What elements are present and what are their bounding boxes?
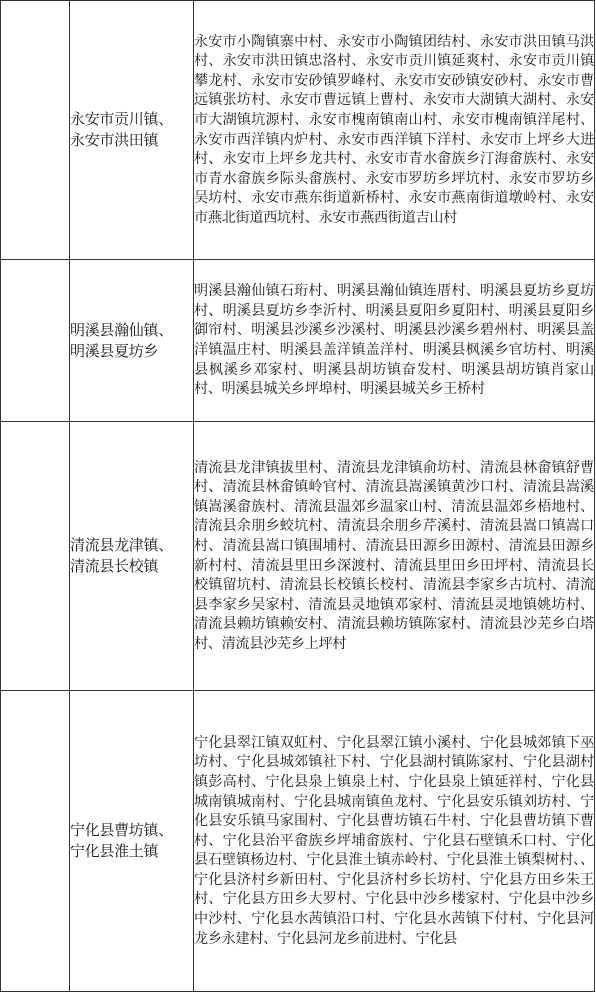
table-row <box>1 422 595 691</box>
region-line: 宁化县淮土镇 <box>70 842 159 860</box>
table-row <box>1 260 595 422</box>
table-row <box>1 691 595 992</box>
region-line: 明溪县瀚仙镇、 <box>70 320 173 339</box>
region-cell <box>70 1 194 260</box>
villages-text: 宁化县翠江镇双虹村、宁化县翠江镇小溪村、宁化县城郊镇下巫坊村、宁化县城郊镇社下村、宁化县湖村镇陈家村、宁化县湖村镇彭高村、宁化县泉上镇泉上村、宁化县泉上镇延祥村、宁化县城南镇城南村、宁化县城南镇鱼龙村、宁化县安乐镇刘坊村、宁化县安乐镇马家围村、宁化县曹坊镇石牛村、宁化县曹坊镇下曹村、宁化县治平畲族乡坪埔畲族村、宁化县石壁镇禾口村、宁化县石壁镇杨边村、宁化县淮土镇赤岭村、宁化县淮土镇梨树村、、宁化县济村乡新田村、宁化县济村乡长坊村、宁化县方田乡朱王村、宁化县方田乡大罗村、宁化县中沙乡楼家村、宁化县中沙乡中沙村、宁化县水茜镇沿口村、宁化县水茜镇下付村、宁化县河龙乡永建村、宁化县河龙乡前进村、宁化县 <box>194 734 594 947</box>
villages-text: 永安市小陶镇寨中村、永安市小陶镇团结村、永安市洪田镇马洪村、永安市洪田镇忠洛村、永安市贡川镇延爽村、永安市贡川镇攀龙村、永安市安砂镇罗峰村、永安市安砂镇安砂村、永安市曹远镇张坊村、永安市曹远镇上曹村、永安市大湖镇大湖村、永安市大湖镇坑源村、永安市槐南镇南山村、永安市槐南镇洋尾村、永安市西洋镇内炉村、永安市西洋镇下洋村、永安市上坪乡大进村、永安市上坪乡龙共村、永安市青水畲族乡汀海畲族村、永安市青水畲族乡际头畲族村、永安市罗坊乡坪坑村、永安市罗坊乡吴坊村、永安市燕东街道新桥村、永安市燕南街道墩岭村、永安市燕北街道西坑村、永安市燕西街道吉山村 <box>194 33 594 226</box>
villages-cell <box>194 691 595 992</box>
region-cell <box>70 691 194 992</box>
region-line: 宁化县曹坊镇、 <box>70 821 173 839</box>
region-cell <box>70 422 194 691</box>
villages-text: 清流县龙津镇拔里村、清流县龙津镇俞坊村、清流县林畲镇舒曹村、清流县林畲镇岭官村、清流县嵩溪镇黄沙口村、清流县嵩溪镇嵩溪畲族村、清流县温郊乡温家山村、清流县温郊乡梧地村、清流县余朋乡蛟坑村、清流县余朋乡芹溪村、清流县嵩口镇嵩口村、清流县嵩口镇围埔村、清流县田源乡田源村、清流县田源乡新村村、清流县里田乡深渡村、清流县里田乡田坪村、清流县长校镇留坑村、清流县长校镇长校村、清流县李家乡古坑村、清流县李家乡吴家村、清流县灵地镇邓家村、清流县灵地镇姚坊村、清流县赖坊镇赖安村、清流县赖坊镇陈家村、清流县沙芜乡白塔村、清流县沙芜乡上坪村 <box>194 459 594 652</box>
villages-cell <box>194 422 595 691</box>
villages-cell <box>194 1 595 260</box>
villages-cell <box>194 260 595 422</box>
index-cell <box>1 1 70 260</box>
region-line: 清流县龙津镇、 <box>70 536 173 554</box>
index-cell <box>1 260 70 422</box>
table-row <box>1 1 595 260</box>
index-cell <box>1 422 70 691</box>
region-line: 清流县长校镇 <box>70 557 159 575</box>
region-cell <box>70 260 194 422</box>
region-line: 永安市贡川镇、 <box>70 110 173 128</box>
region-line: 永安市洪田镇 <box>70 131 159 149</box>
villages-text: 明溪县瀚仙镇石珩村、明溪县瀚仙镇连厝村、明溪县夏坊乡夏坊村、明溪县夏坊乡李沂村、明溪县夏阳乡夏阳村、明溪县夏阳乡御帘村、明溪县沙溪乡沙溪村、明溪县沙溪乡碧州村、明溪县盖洋镇温庄村、明溪县盖洋镇盖洋村、明溪县枫溪乡官坊村、明溪县枫溪乡邓家村、明溪县胡坊镇奋发村、明溪县胡坊镇肖家山村、明溪县城关乡坪埠村、明溪县城关乡王桥村 <box>194 283 594 398</box>
region-line: 明溪县夏坊乡 <box>70 341 159 360</box>
index-cell <box>1 691 70 992</box>
